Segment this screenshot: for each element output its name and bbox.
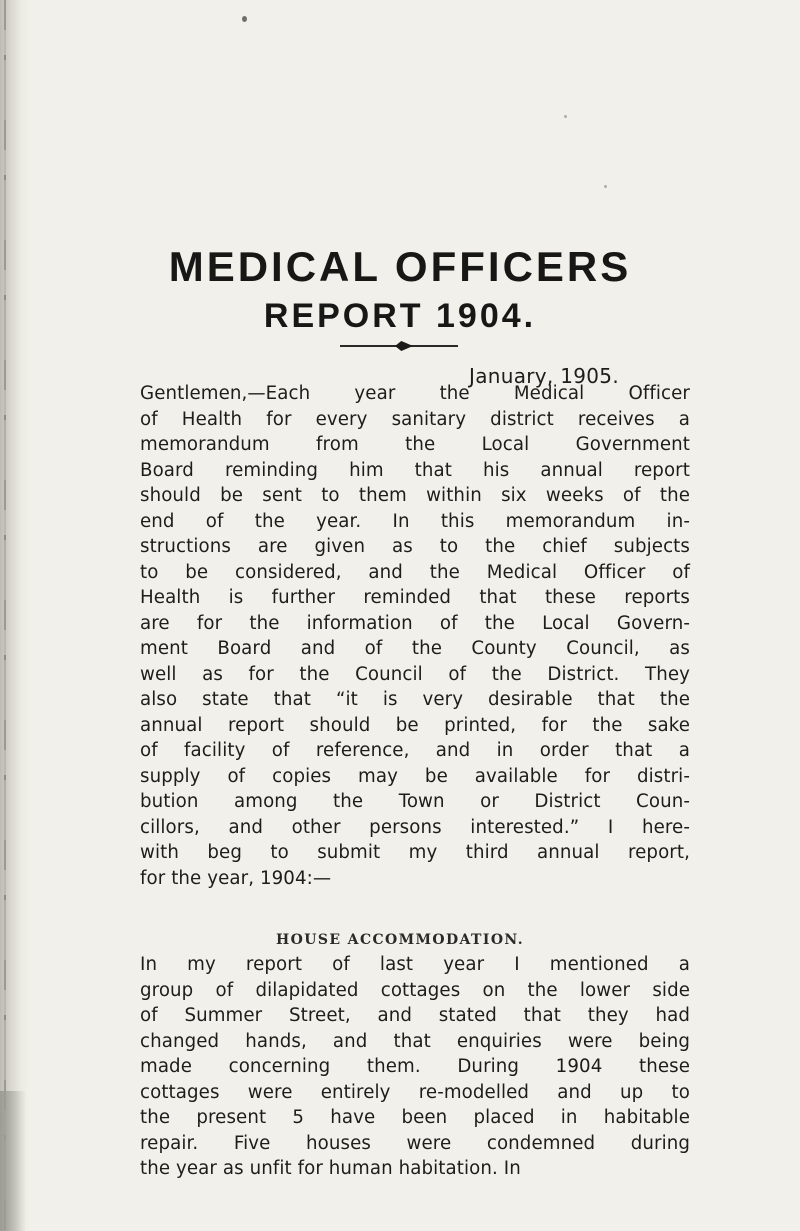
binding-shadow bbox=[0, 1091, 26, 1231]
text-line: In my report of last year I mentioned a bbox=[140, 954, 690, 975]
text-line: repair. Five houses were condemned during bbox=[140, 1132, 690, 1154]
text-line: to be considered, and the Medical Officer of bbox=[140, 561, 690, 583]
text-line: also state that “it is very desirable that the bbox=[140, 689, 690, 710]
text-line: well as for the Council of the District. They bbox=[140, 663, 690, 685]
text-line: memorandum from the Local Government bbox=[140, 434, 690, 455]
text-line: Health is further reminded that these reports bbox=[140, 587, 690, 608]
paper-speck bbox=[242, 16, 247, 22]
house-accommodation-paragraph bbox=[140, 952, 690, 1182]
text-line: the year as unfit for human habitation. In bbox=[140, 1158, 521, 1179]
section-heading: HOUSE ACCOMMODATION. bbox=[276, 932, 524, 948]
text-line: of Health for every sanitary district receives a bbox=[140, 408, 690, 430]
text-line: Board reminding him that his annual report bbox=[140, 459, 690, 481]
text-line: changed hands, and that enquiries were being bbox=[140, 1030, 690, 1052]
text-line: Gentlemen,—Each year the Medical Officer bbox=[140, 383, 690, 404]
text-line: structions are given as to the chief subjects bbox=[140, 536, 690, 557]
paper-speck bbox=[604, 185, 607, 188]
introduction-paragraph bbox=[140, 381, 690, 891]
text-line: supply of copies may be available for distri- bbox=[140, 765, 690, 787]
paper-speck bbox=[564, 115, 567, 118]
report-title-line-1: MEDICAL OFFICERS bbox=[168, 243, 632, 290]
text-line: annual report should be printed, for the sake bbox=[140, 714, 690, 736]
text-line: with beg to submit my third annual report, bbox=[140, 842, 690, 863]
text-line: of Summer Street, and stated that they had bbox=[140, 1005, 690, 1026]
book-binding-edge bbox=[0, 0, 30, 1231]
report-title-line-2: REPORT 1904. bbox=[263, 297, 537, 335]
text-line: made concerning them. During 1904 these bbox=[140, 1056, 690, 1077]
ornament-diamond-icon bbox=[395, 341, 413, 351]
text-line: for the year, 1904:— bbox=[140, 867, 332, 889]
text-line: the present 5 have been placed in habitable bbox=[140, 1107, 690, 1128]
text-line: cottages were entirely re-modelled and up to bbox=[140, 1081, 690, 1103]
text-line: end of the year. In this memorandum in- bbox=[140, 510, 690, 532]
text-line: cillors, and other persons interested.” I here- bbox=[140, 816, 690, 838]
text-line: are for the information of the Local Govern- bbox=[140, 612, 690, 634]
text-line: of facility of reference, and in order that a bbox=[140, 740, 690, 761]
report-date: January, 1905. bbox=[469, 364, 619, 388]
text-line: group of dilapidated cottages on the lower side bbox=[140, 979, 690, 1001]
text-line: bution among the Town or District Coun- bbox=[140, 791, 690, 812]
text-line: should be sent to them within six weeks of the bbox=[140, 485, 690, 506]
text-line: ment Board and of the County Council, as bbox=[140, 638, 690, 659]
